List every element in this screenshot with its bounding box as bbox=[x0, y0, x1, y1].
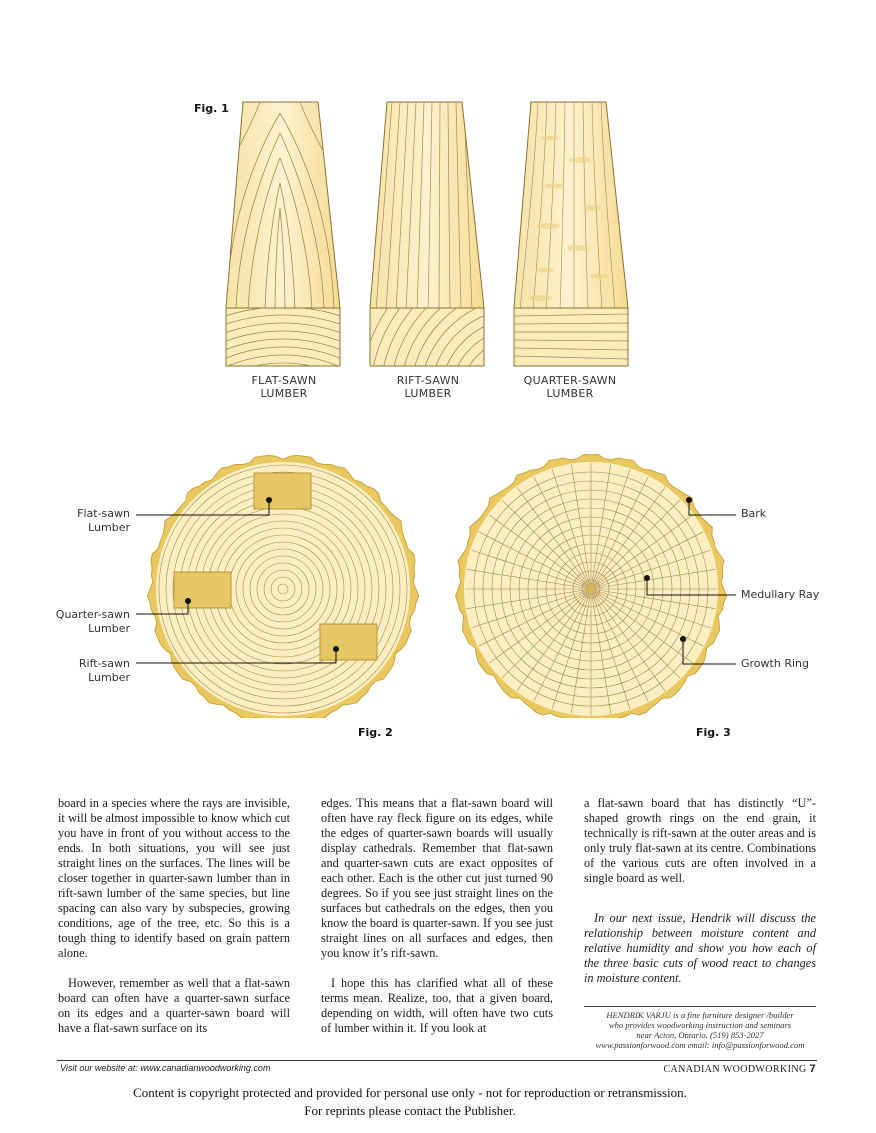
paragraph: a flat-sawn board that has distinctly “U”-shaped growth rings on the end grain, it technically is rift-sawn at the outer areas and is only truly flat-sawn at its centre. Combinations of the various cuts are often involved in a single board as well. bbox=[584, 796, 816, 885]
page-number: 7 bbox=[809, 1063, 816, 1075]
quarter-sawn-callout bbox=[40, 608, 130, 636]
rift-sawn-marker bbox=[333, 646, 339, 652]
caption-line: LUMBER bbox=[260, 387, 308, 400]
footer-rule bbox=[57, 1060, 817, 1061]
copyright-notice bbox=[60, 1084, 760, 1120]
quarter-sawn-board bbox=[514, 102, 628, 366]
bark-marker bbox=[686, 497, 692, 503]
callout-line: Lumber bbox=[88, 671, 130, 684]
callout-line: Quarter-sawn bbox=[55, 608, 130, 621]
fig3-label: Fig. 3 bbox=[696, 726, 731, 739]
bark-callout: Bark bbox=[741, 507, 767, 520]
flat-sawn-caption bbox=[224, 374, 344, 400]
caption-line: LUMBER bbox=[404, 387, 452, 400]
medullary-ray-marker bbox=[644, 575, 650, 581]
log-end-grain bbox=[456, 455, 727, 719]
website-link[interactable]: Visit our website at: www.canadianwoodworking.com bbox=[60, 1063, 271, 1073]
growth-ring-marker bbox=[680, 636, 686, 642]
quarter-sawn-marker bbox=[185, 598, 191, 604]
callout-line: Lumber bbox=[88, 622, 130, 635]
caption-line: LUMBER bbox=[546, 387, 594, 400]
bio-line: who provides woodworking instruction and seminars bbox=[608, 1020, 792, 1030]
paragraph: However, remember as well that a flat-sawn board can often have a quarter-sawn surface on its edges and a quarter-sawn board will have a flat-sawn surface on its bbox=[58, 976, 290, 1035]
growth-ring-callout: Growth Ring bbox=[741, 657, 809, 670]
caption-line: RIFT-SAWN bbox=[396, 374, 460, 387]
article-column-1 bbox=[58, 796, 290, 1051]
log-pith bbox=[586, 584, 596, 594]
fig3-log-diagram bbox=[450, 448, 830, 718]
rift-sawn-callout bbox=[40, 657, 130, 685]
caption-line: FLAT-SAWN bbox=[251, 374, 317, 387]
next-issue-note: In our next issue, Hendrik will discuss the relationship between moisture content and relative humidity and show you how each of the three basic cuts of wood react to changes in moisture content. bbox=[584, 911, 816, 985]
callout-line: Rift-sawn bbox=[78, 657, 130, 670]
callout-line: Lumber bbox=[88, 521, 130, 534]
medullary-ray-callout: Medullary Ray bbox=[741, 588, 820, 601]
copyright-line: Content is copyright protected and provided for personal use only - not for reproduction or retransmission. bbox=[133, 1085, 687, 1100]
fig1-label: Fig. 1 bbox=[194, 102, 229, 115]
flat-sawn-cut-region bbox=[254, 473, 311, 509]
copyright-line: For reprints please contact the Publisher. bbox=[304, 1103, 516, 1118]
fig1-boards-illustration bbox=[220, 98, 640, 373]
article-column-2 bbox=[321, 796, 553, 1051]
callout-line: Flat-sawn bbox=[77, 507, 130, 520]
flat-sawn-marker bbox=[266, 497, 272, 503]
rift-sawn-cut-region bbox=[320, 624, 377, 660]
article-column-3 bbox=[584, 796, 816, 1001]
caption-line: QUARTER-SAWN bbox=[523, 374, 617, 387]
author-bio bbox=[584, 1006, 816, 1050]
paragraph: I hope this has clarified what all of these terms mean. Realize, too, that a given board, depending on width, will often have two cuts of lumber within it. If you look at bbox=[321, 976, 553, 1035]
bio-line: www.passionforwood.com email: info@passionforwood.com bbox=[595, 1040, 805, 1050]
magazine-footer bbox=[663, 1063, 816, 1075]
bio-line: near Acton, Ontario. (519) 853-2027 bbox=[636, 1030, 764, 1040]
quarter-sawn-caption bbox=[505, 374, 635, 400]
rift-sawn-caption bbox=[368, 374, 488, 400]
fig2-label: Fig. 2 bbox=[358, 726, 393, 739]
flat-sawn-callout bbox=[40, 507, 130, 535]
bio-line: HENDRIK VARJU is a fine furniture designer /builder bbox=[606, 1010, 794, 1020]
paragraph: edges. This means that a flat-sawn board will often have ray fleck figure on its edges, while the edges of quarter-sawn boards will usually display cathedrals. Remember that flat-sawn and quarter-sawn cuts are exact opposites of each other. Each is the other cut just turned 90 degrees. So if you see just straight lines on the surfaces but cathedrals on the edges, then you know the board is quarter-sawn. If you see just straight lines on all surfaces and edges, then you know it’s rift-sawn. bbox=[321, 796, 553, 960]
magazine-name: CANADIAN WOODWORKING bbox=[663, 1064, 807, 1075]
quarter-sawn-cut-region bbox=[174, 572, 231, 608]
paragraph: board in a species where the rays are invisible, it will be almost impossible to know which cut you have in front of you without access to the ends. In both situations, you will see just straight lines on the surfaces. The lines will be closer together in quarter-sawn lumber than in rift-sawn lumber of the same species, but line spacing can also vary by subspecies, growing conditions, age of the tree, etc. So this is a tough thing to identify based on grain pattern alone. bbox=[58, 796, 290, 960]
